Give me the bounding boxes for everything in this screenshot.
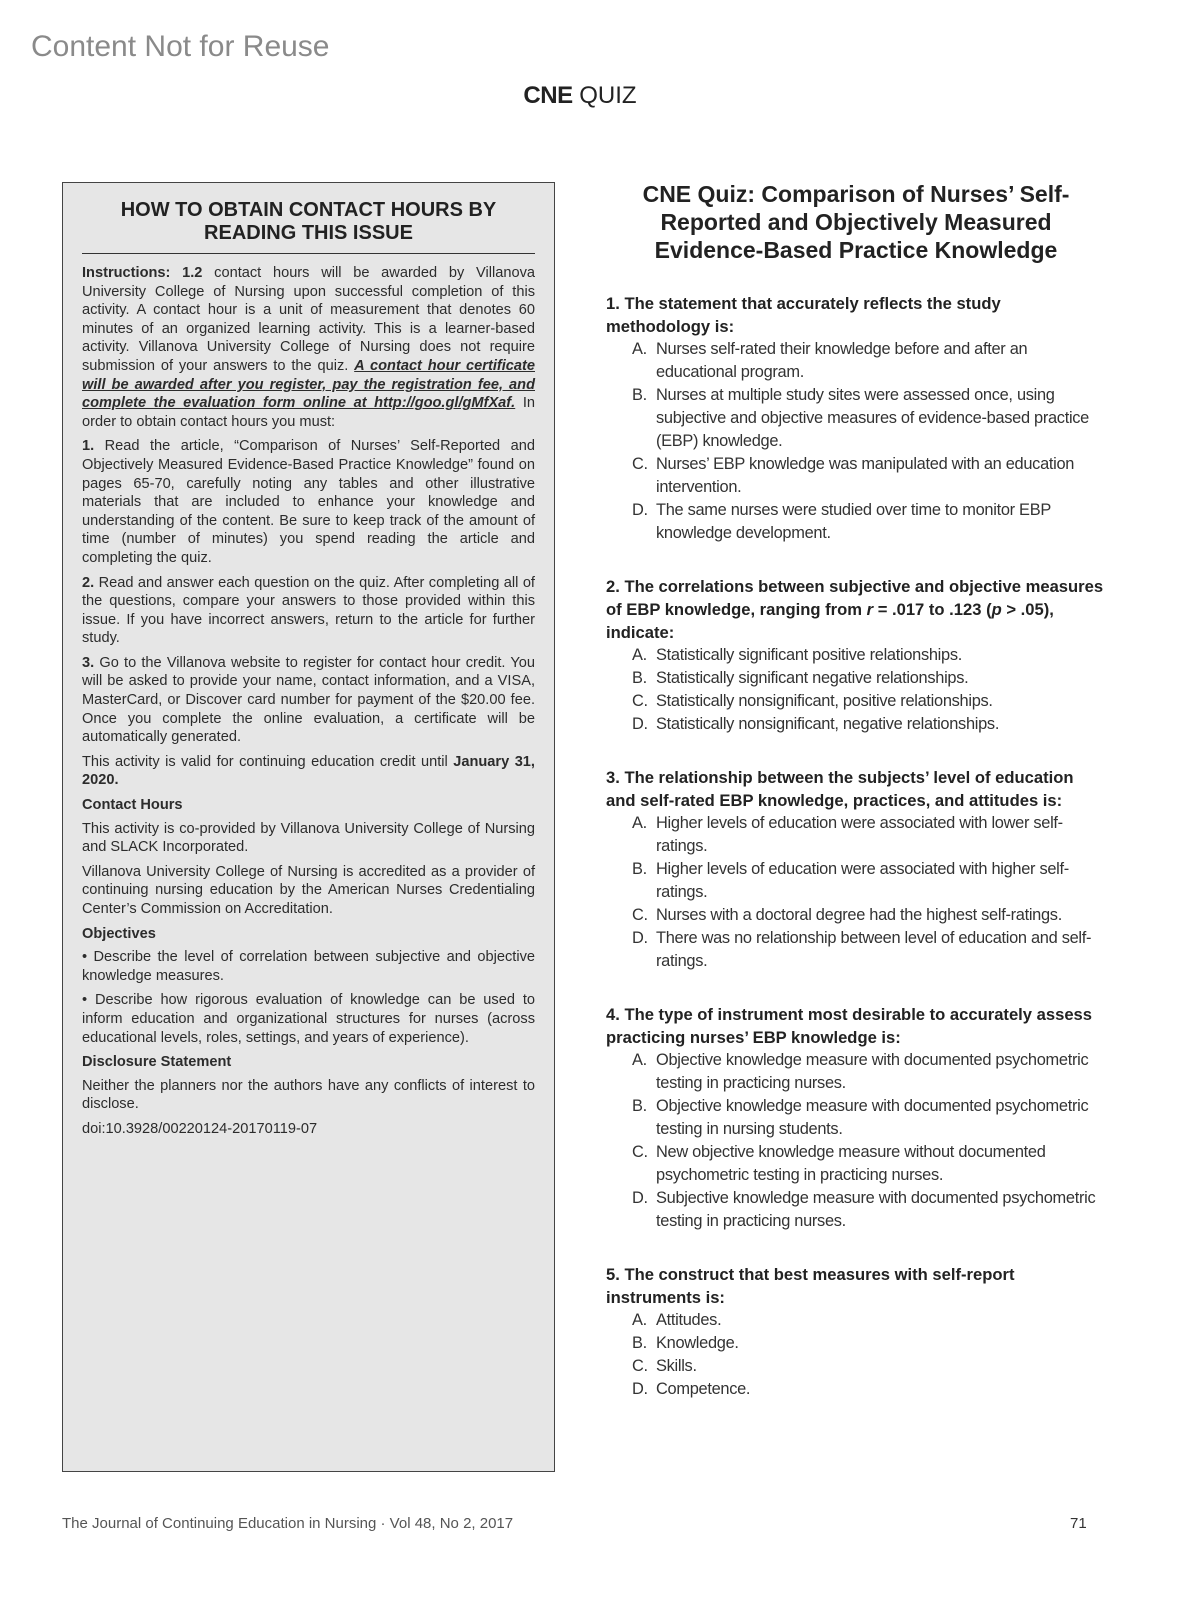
step-1-number: 1. [82, 438, 95, 455]
question-text: 1. The statement that accurately reflects the study methodology is: [606, 294, 1001, 336]
step-3-number: 3. [82, 654, 95, 671]
option-letter: D. [632, 929, 648, 947]
option-text: New objective knowledge measure without documented psychometric testing in practicing nurses. [656, 1143, 1046, 1184]
question-text: 3. The relationship between the subjects’ level of education and self-rated EBP knowledge, practices, and attitudes is: [606, 768, 1074, 810]
question-text-part: 2. The correlations between subjective and objective measures of EBP knowledge, ranging from [606, 577, 1104, 619]
objectives-heading: Objectives [82, 925, 156, 942]
option [606, 1049, 1106, 1095]
contact-hours-p2: Villanova University College of Nursing is accredited as a provider of continuing nursing education by the American Nurses Credentialing Center’s Commission on Accreditation. [82, 863, 535, 917]
option-text: Skills. [656, 1357, 697, 1375]
option [606, 713, 1106, 736]
option [606, 812, 1106, 858]
option-letter: D. [632, 501, 648, 519]
page-number: 71 [1070, 1515, 1087, 1532]
option-text: Nurses self-rated their knowledge before and after an educational program. [656, 340, 1028, 381]
option-text: Competence. [656, 1380, 751, 1398]
instructions-hours: 1.2 [182, 265, 203, 281]
option-text: The same nurses were studied over time to monitor EBP knowledge development. [656, 501, 1051, 542]
contact-hours-box [62, 182, 555, 1472]
valid-text: This activity is valid for continuing education credit until [82, 753, 448, 770]
option-letter: C. [632, 692, 648, 710]
contact-hours-heading: Contact Hours [82, 797, 183, 814]
option-text: Higher levels of education were associated with lower self-ratings. [656, 814, 1063, 855]
step-3 [82, 654, 535, 747]
option-letter: C. [632, 1357, 648, 1375]
certificate-link[interactable]: A contact hour certificate will be awarded after you register, pay the registration fee, and complete the evaluation form online at http://goo.gl/gMfXaf. [82, 357, 535, 412]
valid-statement [82, 753, 535, 790]
option-letter: A. [632, 340, 647, 358]
option [606, 499, 1106, 545]
question-text: 5. The construct that best measures with self-report instruments is: [606, 1265, 1015, 1307]
option [606, 1332, 1106, 1355]
option [606, 338, 1106, 384]
option [606, 904, 1106, 927]
option [606, 1355, 1106, 1378]
instructions-text: contact hours will be awarded by Villanova University College of Nursing upon successful completion of this activity. A contact hour is a unit of measurement that denotes 60 minutes of an organized learning activity. This is a learner-based activity. Villanova University College of Nursing does not require submission of your answers to the quiz. [82, 265, 535, 374]
option [606, 1095, 1106, 1141]
objective-1: • Describe the level of correlation between subjective and objective knowledge measures. [82, 949, 535, 984]
option [606, 453, 1106, 499]
option-letter: B. [632, 669, 647, 687]
step-1-text: Read the article, “Comparison of Nurses’ Self-Reported and Objectively Measured Evidence-Based Practice Knowledge” found on pages 65-70, carefully noting any tables and other illustrative materials that are included to enhance your knowledge and understanding of the content. Be sure to keep track of the amount of time (number of minutes) you spend reading the article and completing the quiz. [82, 438, 535, 566]
option-letter: D. [632, 715, 648, 733]
option-text: Subjective knowledge measure with documented psychometric testing in practicing nurses. [656, 1189, 1096, 1230]
option-text: Nurses with a doctoral degree had the highest self-ratings. [656, 906, 1062, 924]
option-letter: B. [632, 860, 647, 878]
option-text: Statistically nonsignificant, positive relationships. [656, 692, 993, 710]
question-4 [606, 1003, 1106, 1233]
step-2 [82, 574, 535, 648]
quiz-column [606, 180, 1106, 1431]
disclosure-heading: Disclosure Statement [82, 1054, 232, 1071]
instructions-label: Instructions: [82, 265, 171, 281]
option-letter: A. [632, 646, 647, 664]
option-letter: B. [632, 1097, 647, 1115]
question-text: 4. The type of instrument most desirable to accurately assess practicing nurses’ EBP knowledge is: [606, 1005, 1092, 1047]
question-3 [606, 766, 1106, 973]
quiz-title: CNE Quiz: Comparison of Nurses’ Self-Reported and Objectively Measured Evidence-Based Practice Knowledge [642, 181, 1070, 263]
instructions-paragraph [82, 264, 535, 431]
option-letter: D. [632, 1189, 648, 1207]
option [606, 1141, 1106, 1187]
option-letter: A. [632, 1051, 647, 1069]
option-text: Knowledge. [656, 1334, 739, 1352]
question-text-part: > .05), indicate: [606, 600, 1054, 642]
p-symbol: p [991, 600, 1002, 619]
option-letter: C. [632, 906, 648, 924]
option [606, 858, 1106, 904]
option [606, 384, 1106, 453]
question-1 [606, 292, 1106, 545]
page-header [0, 82, 1160, 110]
journal-footer: The Journal of Continuing Education in Nursing · Vol 48, No 2, 2017 [62, 1515, 514, 1532]
option-letter: B. [632, 386, 647, 404]
option-text: There was no relationship between level of education and self-ratings. [656, 929, 1092, 970]
watermark: Content Not for Reuse [31, 30, 330, 63]
step-2-number: 2. [82, 574, 95, 591]
question-5 [606, 1263, 1106, 1401]
instructions-end: In order to obtain contact hours you must: [82, 395, 536, 430]
option [606, 667, 1106, 690]
option-text: Objective knowledge measure with documented psychometric testing in practicing nurses. [656, 1051, 1089, 1092]
header-rest: QUIZ [579, 82, 637, 109]
valid-date: January 31, 2020. [82, 753, 535, 789]
option-text: Attitudes. [656, 1311, 722, 1329]
option-text: Statistically significant positive relationships. [656, 646, 962, 664]
option [606, 1378, 1106, 1401]
option-text: Statistically nonsignificant, negative relationships. [656, 715, 1000, 733]
option-letter: A. [632, 814, 647, 832]
box-title: HOW TO OBTAIN CONTACT HOURS BY READING THIS ISSUE [82, 199, 535, 254]
doi: doi:10.3928/00220124-20170119-07 [82, 1120, 318, 1137]
contact-hours-p1: This activity is co-provided by Villanova University College of Nursing and SLACK Incorporated. [82, 820, 535, 856]
step-3-text: Go to the Villanova website to register for contact hour credit. You will be asked to provide your name, contact information, and a VISA, MasterCard, or Discover card number for payment of the $20.00 fee. Once you complete the online evaluation, a certificate will be automatically generated. [82, 654, 535, 746]
option-letter: B. [632, 1334, 647, 1352]
question-text [606, 575, 1106, 644]
option-text: Nurses at multiple study sites were assessed once, using subjective and objective measures of evidence-based practice (EBP) knowledge. [656, 386, 1089, 450]
option [606, 927, 1106, 973]
option-letter: A. [632, 1311, 647, 1329]
option [606, 1187, 1106, 1233]
r-symbol: r [866, 600, 874, 619]
option [606, 690, 1106, 713]
option-letter: C. [632, 455, 648, 473]
option-text: Objective knowledge measure with documented psychometric testing in nursing students. [656, 1097, 1089, 1138]
question-text-part: = .017 to .123 ( [873, 600, 992, 619]
option-text: Higher levels of education were associated with higher self-ratings. [656, 860, 1069, 901]
option-text: Statistically significant negative relationships. [656, 669, 969, 687]
option [606, 644, 1106, 667]
step-1 [82, 437, 535, 567]
step-2-text: Read and answer each question on the quiz. After completing all of the questions, compare your answers to those provided within this issue. If you have incorrect answers, return to the article for further study. [82, 574, 535, 647]
option-text: Nurses’ EBP knowledge was manipulated with an education intervention. [656, 455, 1075, 496]
option [606, 1309, 1106, 1332]
disclosure-text: Neither the planners nor the authors have any conflicts of interest to disclose. [82, 1077, 535, 1113]
header-bold: CNE [523, 82, 573, 109]
question-2 [606, 575, 1106, 736]
option-letter: C. [632, 1143, 648, 1161]
objective-2: • Describe how rigorous evaluation of knowledge can be used to inform education and organizational structures for nurses (across educational levels, roles, settings, and years of experience). [82, 992, 535, 1046]
option-letter: D. [632, 1380, 648, 1398]
